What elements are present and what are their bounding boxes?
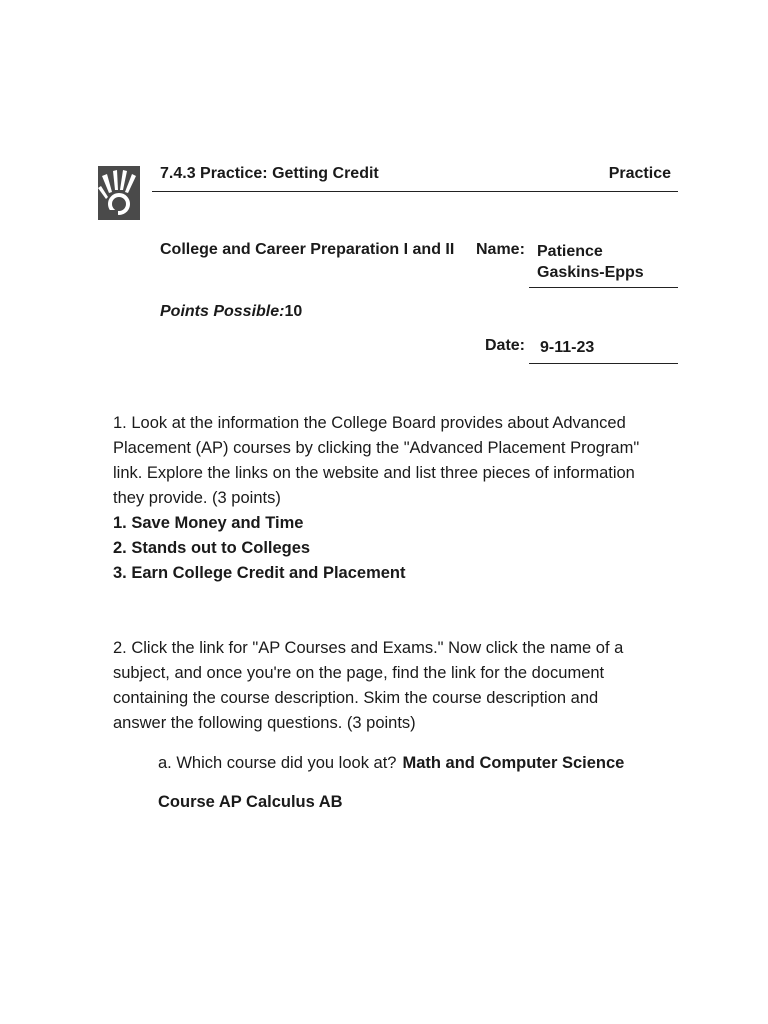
name-underline bbox=[529, 287, 678, 288]
question-line: they provide. (3 points) bbox=[113, 489, 281, 507]
question-line: containing the course description. Skim the course description and bbox=[113, 689, 599, 707]
question-line: Placement (AP) courses by clicking the "Advanced Placement Program" bbox=[113, 439, 640, 457]
question-line: subject, and once you're on the page, find the link for the document bbox=[113, 664, 605, 682]
assignment-title: 7.4.3 Practice: Getting Credit bbox=[160, 165, 379, 182]
answer-item: 2. Stands out to Colleges bbox=[113, 539, 311, 557]
student-name bbox=[537, 241, 677, 283]
question-1-text bbox=[113, 411, 683, 511]
question-2a-prompt: a. Which course did you look at? bbox=[158, 754, 397, 772]
question-1-answers bbox=[113, 511, 683, 586]
answer-item: 3. Earn College Credit and Placement bbox=[113, 564, 406, 582]
student-name-line1: Patience bbox=[537, 243, 603, 260]
points-possible bbox=[160, 303, 302, 321]
question-line: link. Explore the links on the website and list three pieces of information bbox=[113, 464, 635, 482]
question-2-text bbox=[113, 636, 683, 736]
date-value: 9-11-23 bbox=[540, 339, 595, 356]
question-line: answer the following questions. (3 points) bbox=[113, 714, 416, 732]
question-2a-answer-continued: Course AP Calculus AB bbox=[158, 793, 343, 811]
question-2a bbox=[158, 751, 624, 776]
sunburst-bulb-logo-icon bbox=[98, 166, 140, 220]
question-line: 1. Look at the information the College Board provides about Advanced bbox=[113, 414, 626, 432]
assignment-type: Practice bbox=[608, 165, 671, 182]
question-2a-answer: Math and Computer Science bbox=[402, 754, 625, 772]
question-line: 2. Click the link for "AP Courses and Exams." Now click the name of a bbox=[113, 639, 624, 657]
name-label: Name: bbox=[476, 241, 525, 258]
points-possible-value: 10 bbox=[284, 303, 303, 320]
date-underline bbox=[529, 363, 678, 364]
points-possible-label: Points Possible: bbox=[160, 303, 285, 320]
student-name-line2: Gaskins-Epps bbox=[537, 264, 644, 281]
header-divider bbox=[152, 191, 678, 192]
date-label: Date: bbox=[485, 337, 526, 354]
course-name: College and Career Preparation I and II bbox=[160, 241, 455, 258]
answer-item: 1. Save Money and Time bbox=[113, 514, 304, 532]
